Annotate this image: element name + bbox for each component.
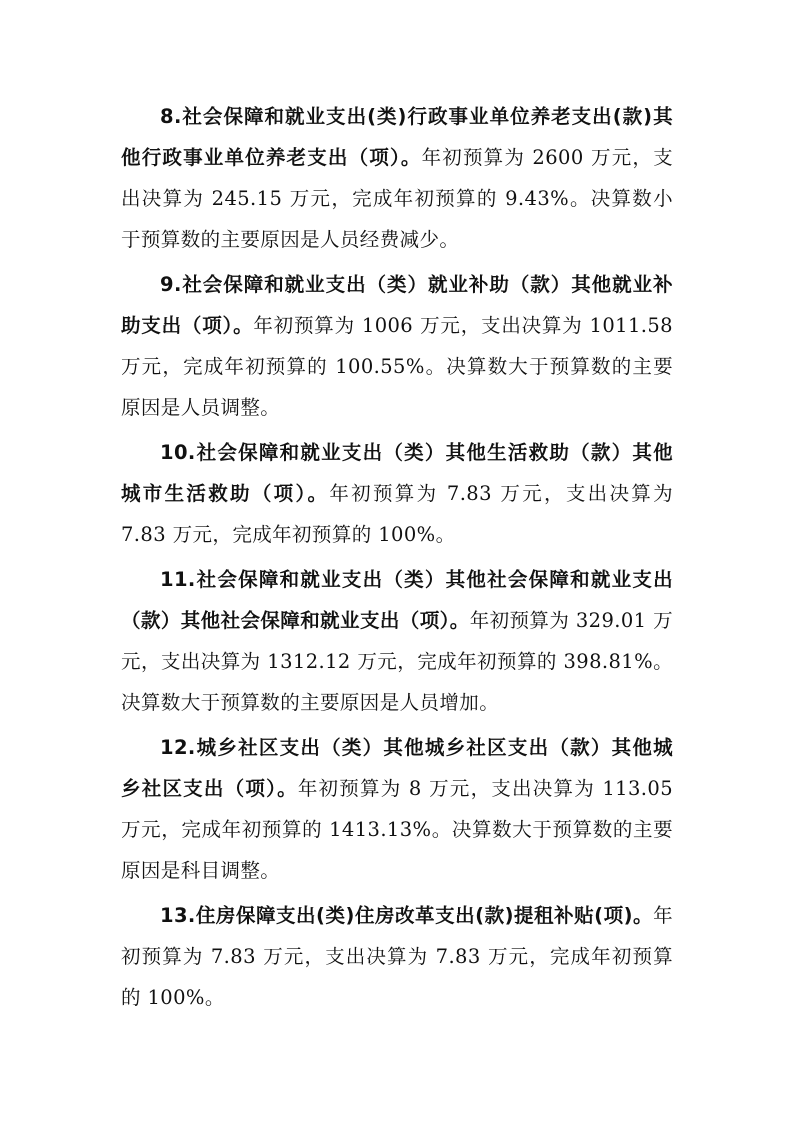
paragraph-text: 年初预算为 2600 万元，支出决算为 245.15 万元，完成年初预算的 9.43%。决算数小于预算数的主要原因是人员经费减少。 bbox=[121, 146, 673, 251]
document-page bbox=[121, 96, 673, 1022]
paragraph-text: 年初预算为 7.83 万元，支出决算为 7.83 万元，完成年初预算的 100%。 bbox=[121, 482, 673, 546]
paragraph-text: 年初预算为 7.83 万元，支出决算为 7.83 万元，完成年初预算的 100%。 bbox=[121, 904, 673, 1009]
paragraph-item-13 bbox=[121, 895, 673, 1018]
paragraph-item-11 bbox=[121, 559, 673, 723]
paragraph-heading: 10.社会保障和就业支出（类）其他生活救助（款）其他城市生活救助（项）。 bbox=[121, 441, 673, 505]
paragraph-item-10 bbox=[121, 432, 673, 555]
paragraph-item-9 bbox=[121, 264, 673, 428]
paragraph-text: 年初预算为 8 万元，支出决算为 113.05 万元，完成年初预算的 1413.13%。决算数大于预算数的主要原因是科目调整。 bbox=[121, 777, 673, 882]
paragraph-heading: 11.社会保障和就业支出（类）其他社会保障和就业支出（款）其他社会保障和就业支出（项）。 bbox=[121, 568, 673, 632]
paragraph-heading: 12.城乡社区支出（类）其他城乡社区支出（款）其他城乡社区支出（项）。 bbox=[121, 736, 673, 800]
paragraph-heading: 13.住房保障支出(类)住房改革支出(款)提租补贴(项)。 bbox=[160, 904, 654, 927]
paragraph-item-12 bbox=[121, 727, 673, 891]
paragraph-text: 年初预算为 329.01 万元，支出决算为 1312.12 万元，完成年初预算的 398.81%。决算数大于预算数的主要原因是人员增加。 bbox=[121, 609, 674, 714]
paragraph-text: 年初预算为 1006 万元，支出决算为 1011.58 万元，完成年初预算的 100.55%。决算数大于预算数的主要原因是人员调整。 bbox=[121, 314, 673, 419]
paragraph-heading: 8.社会保障和就业支出(类)行政事业单位养老支出(款)其他行政事业单位养老支出（项）。 bbox=[121, 105, 673, 169]
paragraph-item-8 bbox=[121, 96, 673, 260]
paragraph-heading: 9.社会保障和就业支出（类）就业补助（款）其他就业补助支出（项）。 bbox=[121, 273, 673, 337]
